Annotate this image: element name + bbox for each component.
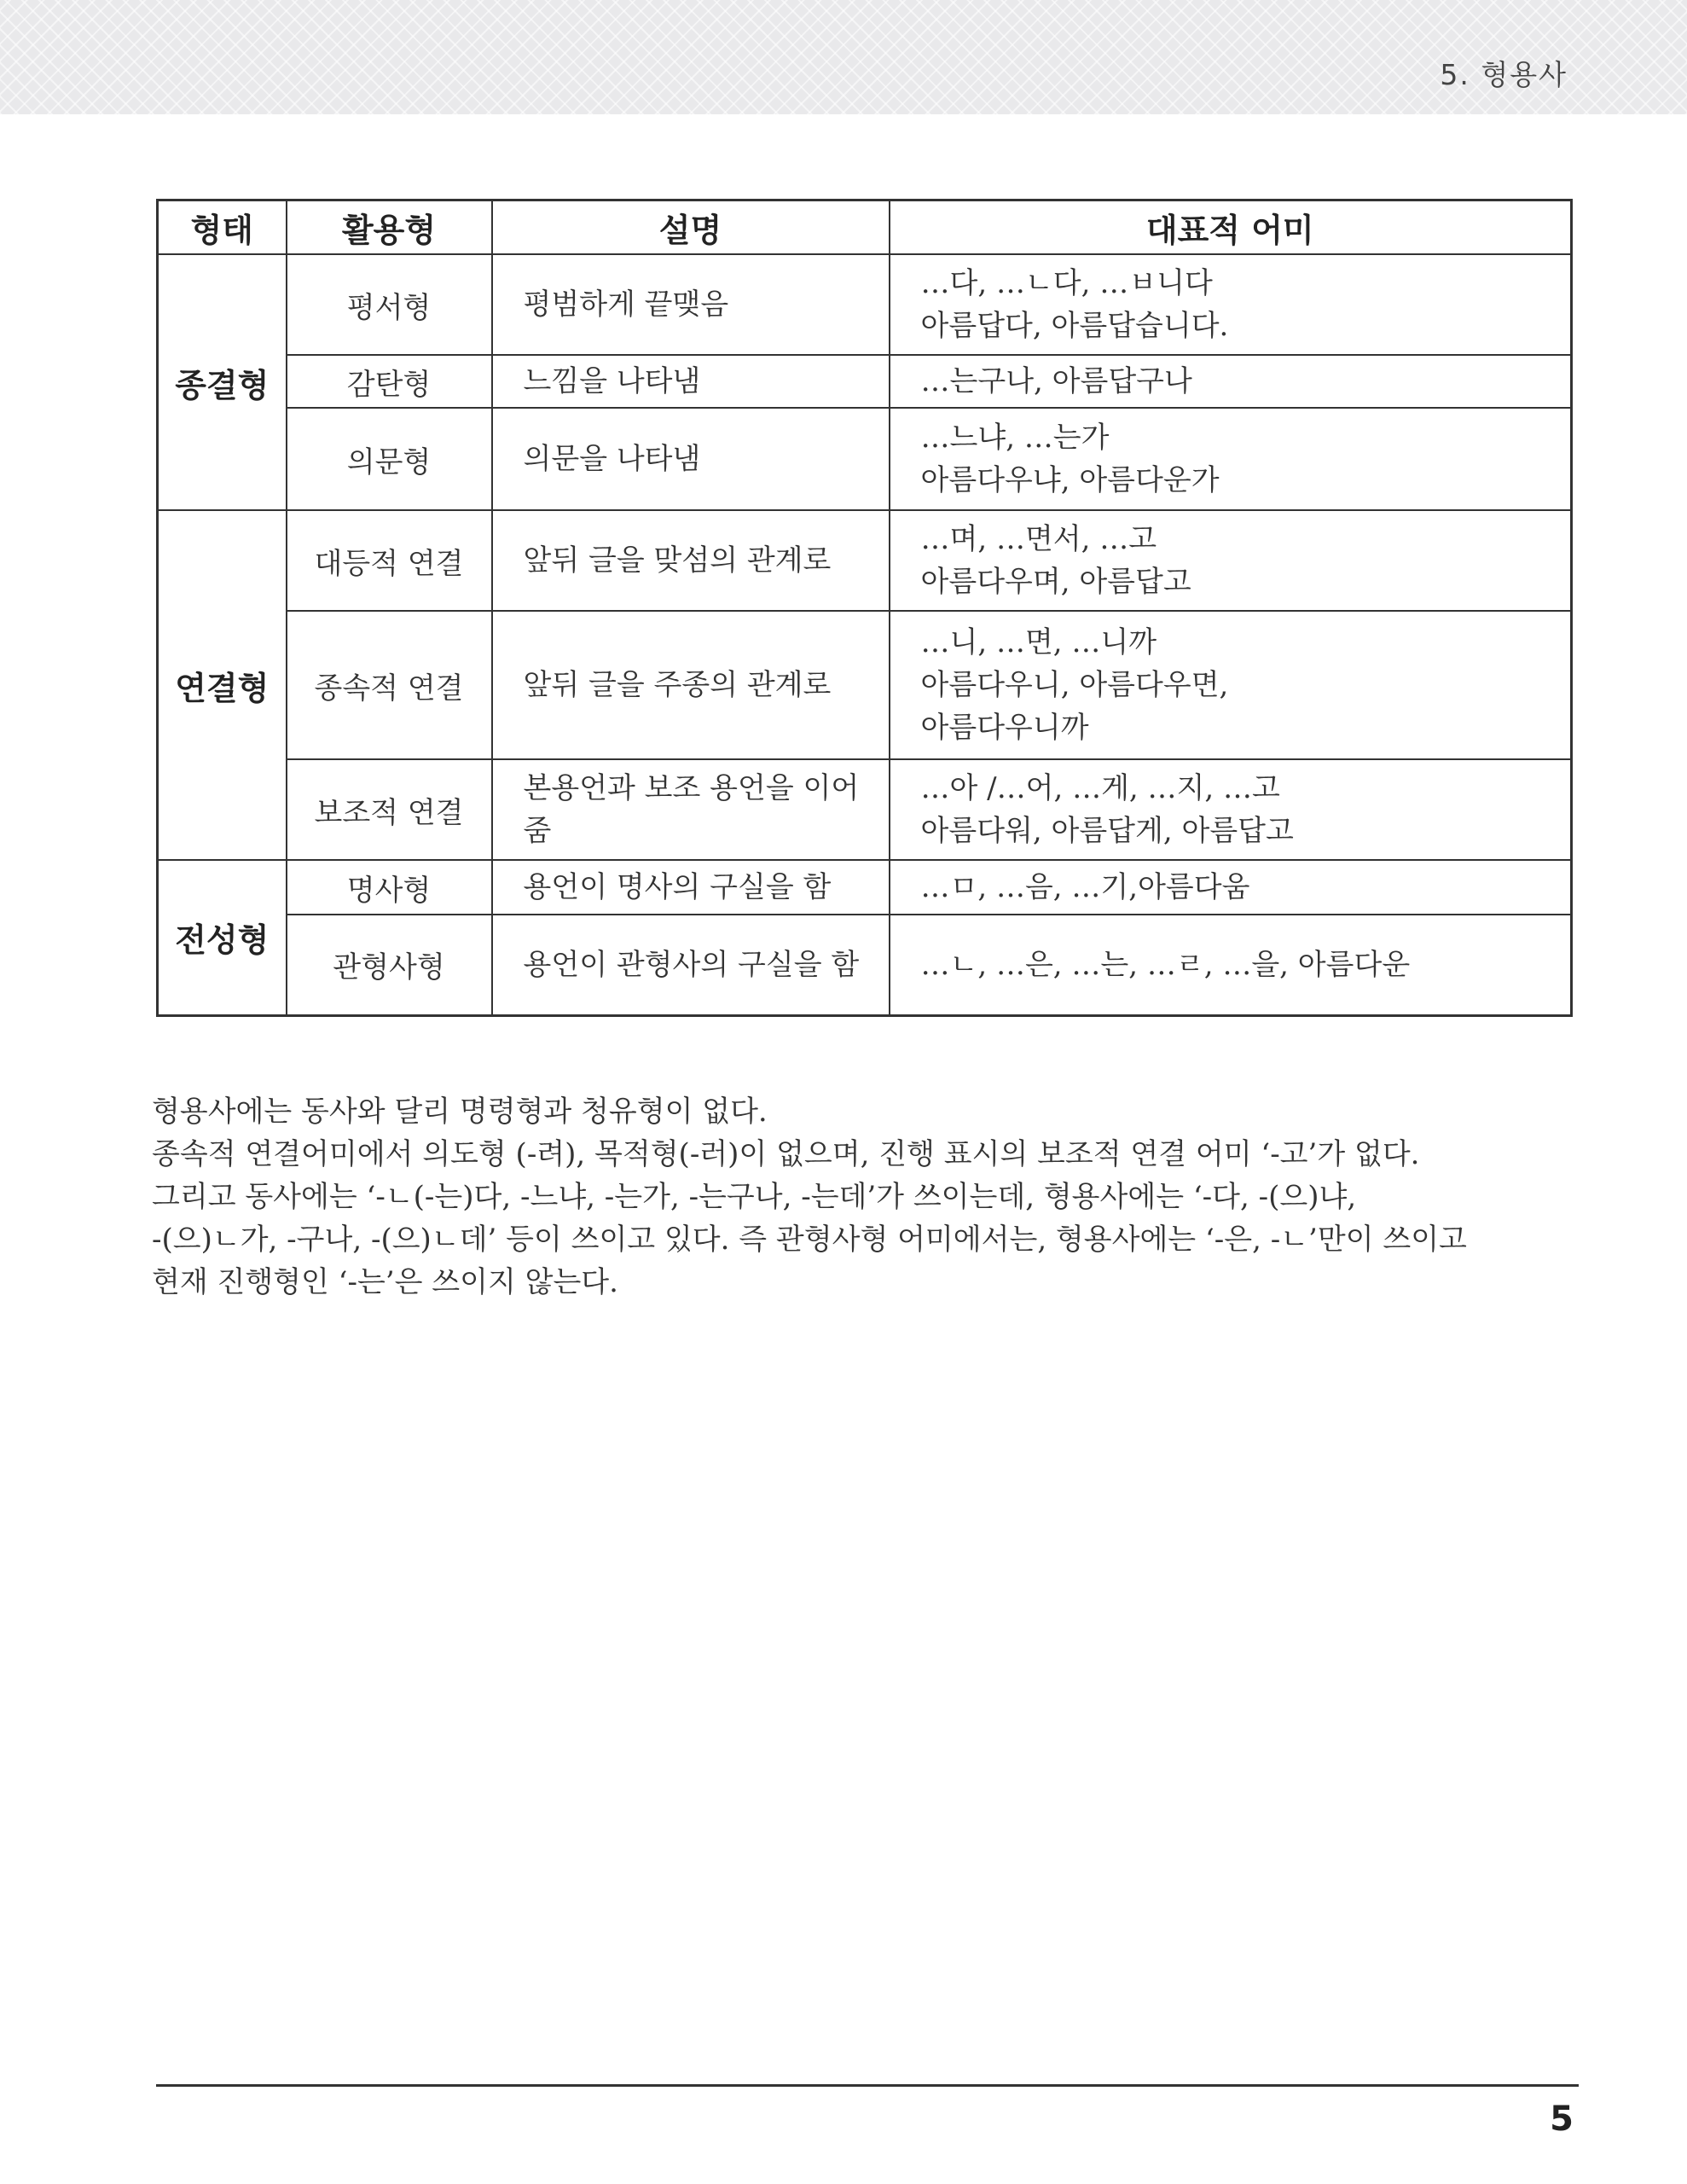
- ending-line: …ㅁ, …음, …기,아름다움: [920, 870, 1250, 904]
- usage-cell: 명사형: [287, 860, 492, 915]
- table-row: [158, 611, 1572, 759]
- description-cell: [492, 510, 890, 611]
- endings-cell: [890, 759, 1572, 860]
- description-cell: [492, 860, 890, 915]
- grammar-table: [156, 199, 1573, 1017]
- ending-line: …니, …면, …니까: [920, 625, 1157, 659]
- body-line: -(으)ㄴ가, -구나, -(으)ㄴ데’ 등이 쓰이고 있다. 즉 관형사형 어미에서는, 형용사에는 ‘-은, -ㄴ’만이 쓰이고: [152, 1223, 1467, 1257]
- page-number: 5: [1550, 2100, 1574, 2139]
- table-row: [158, 915, 1572, 1015]
- description-line: 의문을 나타냄: [523, 442, 701, 476]
- body-line: 현재 진행형인 ‘-는’은 쓰이지 않는다.: [152, 1265, 618, 1299]
- endings-cell: [890, 408, 1572, 510]
- table-row: [158, 510, 1572, 611]
- ending-line: 아름다우며, 아름답고: [920, 565, 1191, 599]
- usage-cell: 관형사형: [287, 915, 492, 1015]
- usage-cell: 감탄형: [287, 355, 492, 408]
- table-row: [158, 759, 1572, 860]
- ending-line: 아름답다, 아름답습니다.: [920, 309, 1229, 343]
- ending-line: 아름다워, 아름답게, 아름답고: [920, 814, 1294, 848]
- description-cell: [492, 611, 890, 759]
- endings-cell: [890, 510, 1572, 611]
- description-cell: [492, 355, 890, 408]
- description-line: 느낌을 나타냄: [523, 364, 701, 398]
- column-header-endings: 대표적 어미: [890, 200, 1572, 255]
- endings-cell: [890, 915, 1572, 1015]
- ending-line: …느냐, …는가: [920, 421, 1110, 455]
- column-header-description: 설명: [492, 200, 890, 255]
- body-text: [152, 1090, 1559, 1304]
- footer-rule: [156, 2084, 1579, 2087]
- ending-line: 아름다우니, 아름다우면,: [920, 668, 1229, 702]
- description-cell: [492, 915, 890, 1015]
- ending-line: …ㄴ, …은, …는, …ㄹ, …을, 아름다운: [920, 947, 1411, 982]
- endings-cell: [890, 254, 1572, 355]
- usage-cell: 보조적 연결: [287, 759, 492, 860]
- description-line: 앞뒤 글을 주종의 관계로: [523, 668, 832, 702]
- chapter-title: 5. 형용사: [1440, 58, 1568, 91]
- ending-line: …아 /…어, …게, …지, …고: [920, 771, 1280, 805]
- usage-cell: 의문형: [287, 408, 492, 510]
- column-header-usage: 활용형: [287, 200, 492, 255]
- description-line: 줌: [523, 814, 552, 848]
- ending-line: 아름다우냐, 아름다운가: [920, 463, 1220, 497]
- group-label: 전성형: [158, 860, 287, 1015]
- ending-line: …는구나, 아름답구나: [920, 364, 1192, 398]
- group-label: 연결형: [158, 510, 287, 860]
- table-row: [158, 355, 1572, 408]
- group-label: 종결형: [158, 254, 287, 510]
- table-row: [158, 254, 1572, 355]
- header-band: [0, 0, 1687, 114]
- usage-cell: 종속적 연결: [287, 611, 492, 759]
- endings-cell: [890, 355, 1572, 408]
- description-line: 용언이 명사의 구실을 함: [523, 870, 832, 904]
- table-header-row: [158, 200, 1572, 255]
- ending-line: 아름다우니까: [920, 711, 1089, 745]
- usage-cell: 평서형: [287, 254, 492, 355]
- description-line: 앞뒤 글을 맞섬의 관계로: [523, 543, 832, 578]
- description-cell: [492, 408, 890, 510]
- table-row: [158, 408, 1572, 510]
- description-cell: [492, 254, 890, 355]
- usage-cell: 대등적 연결: [287, 510, 492, 611]
- description-line: 본용언과 보조 용언을 이어: [523, 771, 860, 805]
- endings-cell: [890, 860, 1572, 915]
- ending-line: …다, …ㄴ다, …ㅂ니다: [920, 266, 1213, 300]
- ending-line: …며, …면서, …고: [920, 522, 1157, 556]
- body-line: 종속적 연결어미에서 의도형 (-려), 목적형(-러)이 없으며, 진행 표시의 보조적 연결 어미 ‘-고’가 없다.: [152, 1137, 1420, 1171]
- endings-cell: [890, 611, 1572, 759]
- column-header-form: 형태: [158, 200, 287, 255]
- description-line: 용언이 관형사의 구실을 함: [523, 947, 860, 982]
- body-line: 형용사에는 동사와 달리 명령형과 청유형이 없다.: [152, 1095, 768, 1129]
- body-line: 그리고 동사에는 ‘-ㄴ(-는)다, -느냐, -는가, -는구나, -는데’가 쓰이는데, 형용사에는 ‘-다, -(으)냐,: [152, 1180, 1357, 1214]
- description-cell: [492, 759, 890, 860]
- table-row: [158, 860, 1572, 915]
- description-line: 평범하게 끝맺음: [523, 288, 729, 322]
